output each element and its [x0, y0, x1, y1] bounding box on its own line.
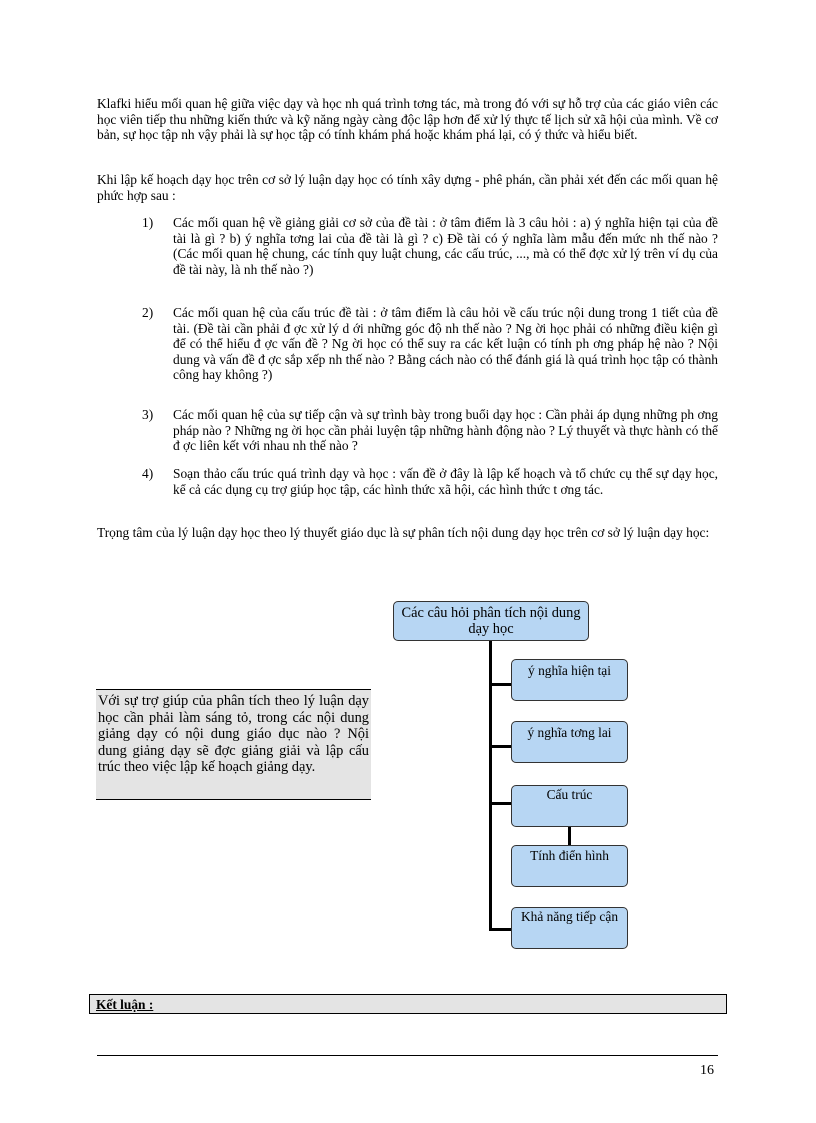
diagram-node	[511, 845, 628, 887]
list-number: 4)	[142, 466, 154, 481]
diagram-node	[511, 659, 628, 701]
diagram-branch-line	[489, 928, 511, 931]
diagram-node	[511, 907, 628, 949]
analysis-note-box	[96, 689, 371, 800]
footer-rule	[97, 1055, 718, 1056]
diagram-root-box	[393, 601, 589, 641]
paragraph-planning: Khi lập kế hoạch dạy học trên cơ sở lý luận dạy học có tính xây dựng - phê phán, cần phải xét đến các mối quan hệ phức hợp sau :	[97, 172, 718, 203]
conclusion-label: Kết luận :	[96, 997, 154, 1012]
list-item	[142, 466, 718, 512]
analysis-note-text: Với sự trợ giúp của phân tích theo lý luận dạy học cần phải làm sáng tỏ, trong các nội dung giảng dạy có nội dung giáo dục nào ? Nội dung giảng dạy sẽ đợc giảng giải và lập cấu trúc theo việc lập kế hoạch giảng dạy.	[98, 693, 369, 775]
diagram-node	[511, 721, 628, 763]
list-item	[142, 407, 718, 453]
list-text: Các mối quan hệ của sự tiếp cận và sự trình bày trong buổi dạy học : Cần phải áp dụng những ph ơng pháp nào ? Những ng ời học cần phải luyện tập những hành động nào ? Lý thuyết và thực hành có thể đ ợc liên kết với nhau nh thế nào ?	[173, 407, 718, 453]
list-item	[142, 305, 718, 397]
diagram-branch-line	[489, 683, 511, 686]
diagram-branch-line	[489, 745, 511, 748]
diagram-node-label: Khả năng tiếp cận	[520, 909, 619, 924]
diagram-node-label: ý nghĩa tơng lai	[527, 725, 612, 740]
list-text: Soạn thảo cấu trúc quá trình dạy và học : vấn đề ở đây là lập kế hoạch và tổ chức cụ thể sự dạy học, kể cả các dụng cụ trợ giúp học tập, các hình thức xã hội, các hình thức t ơng tác.	[173, 466, 718, 497]
diagram-node	[511, 785, 628, 827]
conclusion-box	[89, 994, 727, 1014]
paragraph-focus: Trọng tâm của lý luận dạy học theo lý thuyết giáo dục là sự phân tích nội dung dạy học trên cơ sở lý luận dạy học:	[97, 525, 710, 540]
diagram-connector-line	[568, 826, 571, 846]
list-text: Các mối quan hệ về giảng giải cơ sở của đề tài : ở tâm điểm là 3 câu hỏi : a) ý nghĩa hiện tại của đề tài là gì ? b) ý nghĩa tơng lai của đề tài là gì ? c) Đề tài có ý nghĩa làm mẫu đến mức nh thế nào ? (Các mối quan hệ chung, các tính quy luật chung, các cấu trúc, ..., mà có thể đợc xử lý trên ví dụ của đề tài này, là nh thế nào ?)	[173, 215, 718, 277]
list-item	[142, 215, 718, 290]
list-number: 1)	[142, 215, 154, 230]
diagram-node-label: Tính điển hình	[530, 848, 609, 863]
diagram-root-label: Các câu hỏi phân tích nội dung dạy học	[401, 605, 581, 637]
list-number: 3)	[142, 407, 154, 422]
diagram-branch-line	[489, 802, 511, 805]
diagram-node-label: ý nghĩa hiện tại	[528, 663, 611, 678]
paragraph-intro: Klafki hiểu mối quan hệ giữa việc dạy và học nh quá trình tơng tác, mà trong đó với sự hỗ trợ của các giáo viên các học viên tiếp thu những kiến thức và kỹ năng ngày càng độc lập hơn để xử lý thực tế lịch sử xã hội của mình. Về cơ bản, sự học tập nh vậy phải là sự học tập có tính khám phá hoặc khám phá lại, có ý thức và hiểu biết.	[97, 96, 718, 142]
list-text: Các mối quan hệ của cấu trúc đề tài : ở tâm điểm là câu hỏi về cấu trúc nội dung trong 1 tiết của đề tài. (Đề tài cần phải đ ợc xử lý d ới những góc độ nh thế nào ? Ng ời học phải có những điều kiện gì để có thể hiểu đ ợc vấn đề ? Ng ời học có thể suy ra các kết luận có tính ph ơng pháp hệ nào ? Nội dung và vấn đề đ ợc sắp xếp nh thế nào ? Bằng cách nào có thể đánh giá là quá trình học tập có thành công hay không ?)	[173, 305, 718, 382]
diagram-node-label: Cấu trúc	[546, 787, 593, 802]
page-number: 16	[700, 1063, 714, 1078]
list-number: 2)	[142, 305, 154, 320]
